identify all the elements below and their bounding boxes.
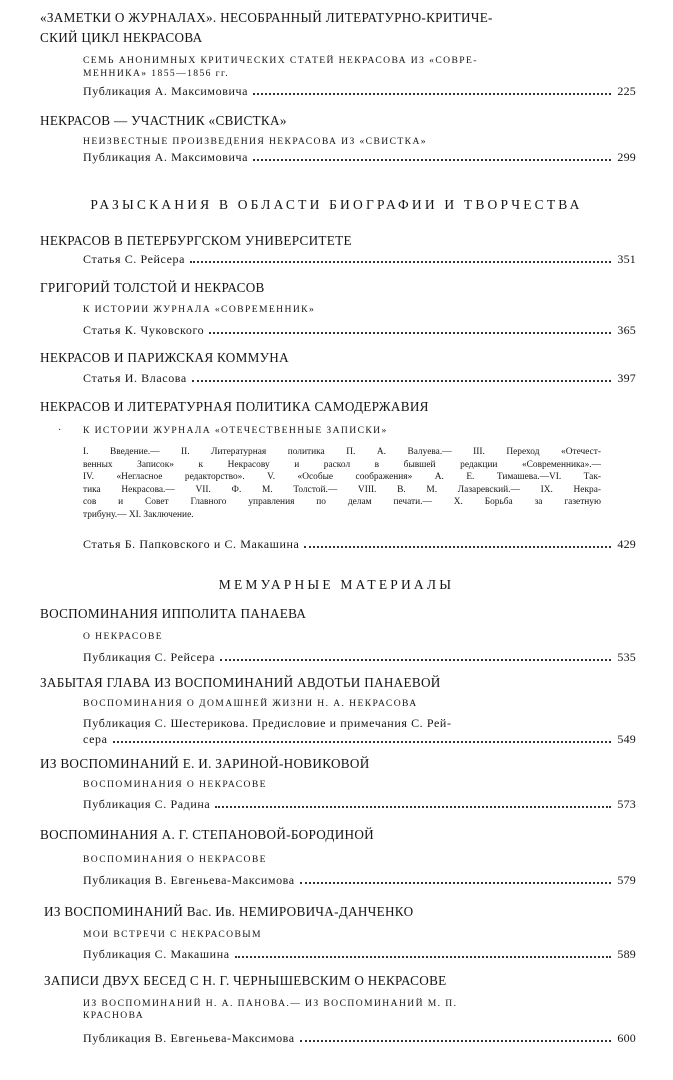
entry-title: НЕКРАСОВ В ПЕТЕРБУРГСКОМ УНИВЕРСИТЕТЕ bbox=[40, 233, 352, 248]
page-number: 299 bbox=[617, 150, 636, 164]
entry-title: НЕКРАСОВ — УЧАСТНИК «СВИСТКА» bbox=[40, 113, 287, 128]
page-number: 589 bbox=[617, 947, 636, 961]
entry-credit: Статья С. Рейсера bbox=[83, 252, 186, 266]
entry-credit: Публикация С. Макашина bbox=[83, 947, 230, 961]
entry-title: СКИЙ ЦИКЛ НЕКРАСОВА bbox=[40, 30, 203, 45]
page-number: 579 bbox=[617, 873, 636, 887]
toc-entry-line bbox=[83, 1031, 636, 1046]
entry-credit: Публикация А. Максимовича bbox=[83, 150, 249, 164]
dot-leader bbox=[235, 956, 612, 958]
bullet-mark: · bbox=[58, 425, 62, 436]
entry-subtitle: МОИ ВСТРЕЧИ С НЕКРАСОВЫМ bbox=[83, 929, 262, 940]
dot-leader bbox=[192, 380, 612, 382]
toc-entry-line bbox=[83, 323, 636, 338]
entry-title: ИЗ ВОСПОМИНАНИЙ Вас. Ив. НЕМИРОВИЧА-ДАНЧЕНКО bbox=[44, 904, 414, 919]
section-heading: РАЗЫСКАНИЯ В ОБЛАСТИ БИОГРАФИИ И ТВОРЧЕСТВА bbox=[90, 197, 583, 212]
toc-entry-line bbox=[83, 252, 636, 267]
entry-title: ВОСПОМИНАНИЯ ИППОЛИТА ПАНАЕВА bbox=[40, 606, 307, 621]
dot-leader bbox=[253, 93, 611, 95]
entry-title: ВОСПОМИНАНИЯ А. Г. СТЕПАНОВОЙ-БОРОДИНОЙ bbox=[40, 827, 374, 842]
entry-subtitle: МЕННИКА» 1855—1856 гг. bbox=[83, 68, 230, 79]
entry-description bbox=[83, 446, 601, 522]
dot-leader bbox=[253, 159, 611, 161]
toc-entry-line bbox=[83, 537, 636, 552]
dot-leader bbox=[220, 659, 611, 661]
entry-title: НЕКРАСОВ И ЛИТЕРАТУРНАЯ ПОЛИТИКА САМОДЕРЖАВИЯ bbox=[40, 399, 429, 414]
page-number: 573 bbox=[617, 797, 636, 811]
entry-credit: Статья И. Власова bbox=[83, 371, 187, 385]
entry-title: ЗАПИСИ ДВУХ БЕСЕД С Н. Г. ЧЕРНЫШЕВСКИМ О НЕКРАСОВЕ bbox=[44, 973, 447, 988]
entry-title: ГРИГОРИЙ ТОЛСТОЙ И НЕКРАСОВ bbox=[40, 280, 265, 295]
page-number: 225 bbox=[617, 84, 636, 98]
description-line: I. Введение.— II. Литературная политика П. А. Валуева.— III. Переход «Отечест- bbox=[83, 447, 601, 457]
toc-entry-line bbox=[83, 797, 636, 812]
description-line: IV. «Негласное редакторство». V. «Особые соображения» А. Е. Тимашева.—VI. Так- bbox=[83, 472, 601, 483]
page-number: 429 bbox=[617, 537, 636, 551]
entry-subtitle: КРАСНОВА bbox=[83, 1010, 145, 1021]
toc-entry-line bbox=[83, 84, 636, 99]
entry-title: ИЗ ВОСПОМИНАНИЙ Е. И. ЗАРИНОЙ-НОВИКОВОЙ bbox=[40, 756, 370, 771]
entry-credit: Публикация С. Шестерикова. Предисловие и примечания С. Рей- bbox=[83, 716, 452, 730]
entry-title: НЕКРАСОВ И ПАРИЖСКАЯ КОММУНА bbox=[40, 350, 289, 365]
page-number: 600 bbox=[617, 1031, 636, 1045]
entry-credit: Публикация В. Евгеньева-Максимова bbox=[83, 1031, 295, 1045]
entry-credit: Статья Б. Папковского и С. Макашина bbox=[83, 537, 300, 551]
dot-leader bbox=[209, 332, 611, 334]
page-number: 397 bbox=[617, 371, 636, 385]
entry-title: ЗАБЫТАЯ ГЛАВА ИЗ ВОСПОМИНАНИЙ АВДОТЬИ ПАНАЕВОЙ bbox=[40, 675, 441, 690]
entry-subtitle: СЕМЬ АНОНИМНЫХ КРИТИЧЕСКИХ СТАТЕЙ НЕКРАСОВА ИЗ «СОВРЕ- bbox=[83, 55, 478, 66]
entry-credit: Публикация А. Максимовича bbox=[83, 84, 249, 98]
description-line: сов и Совет Главного управления по делам печати.— X. Борьба за газетную bbox=[83, 497, 601, 508]
dot-leader bbox=[215, 806, 611, 808]
page-number: 535 bbox=[617, 650, 636, 664]
page-number: 365 bbox=[617, 323, 636, 337]
entry-subtitle: ИЗ ВОСПОМИНАНИЙ Н. А. ПАНОВА.— ИЗ ВОСПОМИНАНИЙ М. П. bbox=[83, 998, 458, 1009]
dot-leader bbox=[300, 1040, 612, 1042]
entry-credit: Публикация С. Рейсера bbox=[83, 650, 216, 664]
toc-entry-line bbox=[83, 732, 636, 747]
entry-credit: Публикация С. Радина bbox=[83, 797, 211, 811]
toc-entry-line bbox=[83, 371, 636, 386]
description-line: трибуну.— XI. Заключение. bbox=[83, 509, 194, 520]
entry-subtitle: ВОСПОМИНАНИЯ О НЕКРАСОВЕ bbox=[83, 854, 267, 865]
entry-credit: Статья К. Чуковского bbox=[83, 323, 205, 337]
description-line: венных Записок» к Некрасову и раскол в бывшей редакции «Современника».— bbox=[83, 459, 601, 470]
dot-leader bbox=[113, 741, 612, 743]
dot-leader bbox=[304, 546, 611, 548]
dot-leader bbox=[190, 261, 611, 263]
entry-subtitle: ВОСПОМИНАНИЯ О НЕКРАСОВЕ bbox=[83, 779, 267, 790]
page-number: 351 bbox=[617, 252, 636, 266]
description-line: тика Некрасова.— VII. Ф. М. Толстой.— VIII. В. М. Лазаревский.— IX. Некра- bbox=[83, 484, 601, 495]
entry-subtitle: ВОСПОМИНАНИЯ О ДОМАШНЕЙ ЖИЗНИ Н. А. НЕКРАСОВА bbox=[83, 698, 418, 709]
entry-title: «ЗАМЕТКИ О ЖУРНАЛАХ». НЕСОБРАННЫЙ ЛИТЕРАТУРНО-КРИТИЧЕ- bbox=[40, 10, 493, 25]
entry-subtitle: К ИСТОРИИ ЖУРНАЛА «ОТЕЧЕСТВЕННЫЕ ЗАПИСКИ» bbox=[83, 425, 388, 436]
entry-subtitle: НЕИЗВЕСТНЫЕ ПРОИЗВЕДЕНИЯ НЕКРАСОВА ИЗ «СВИСТКА» bbox=[83, 136, 427, 147]
entry-credit: сера bbox=[83, 732, 108, 746]
page-number: 549 bbox=[617, 732, 636, 746]
toc-entry-line bbox=[83, 947, 636, 962]
toc-entry-line bbox=[83, 873, 636, 888]
toc-entry-line bbox=[83, 150, 636, 165]
toc-entry-line bbox=[83, 650, 636, 665]
entry-credit: Публикация В. Евгеньева-Максимова bbox=[83, 873, 295, 887]
section-heading: МЕМУАРНЫЕ МАТЕРИАЛЫ bbox=[218, 577, 455, 592]
entry-subtitle: О НЕКРАСОВЕ bbox=[83, 631, 164, 642]
dot-leader bbox=[300, 882, 612, 884]
entry-subtitle: К ИСТОРИИ ЖУРНАЛА «СОВРЕМЕННИК» bbox=[83, 304, 316, 315]
